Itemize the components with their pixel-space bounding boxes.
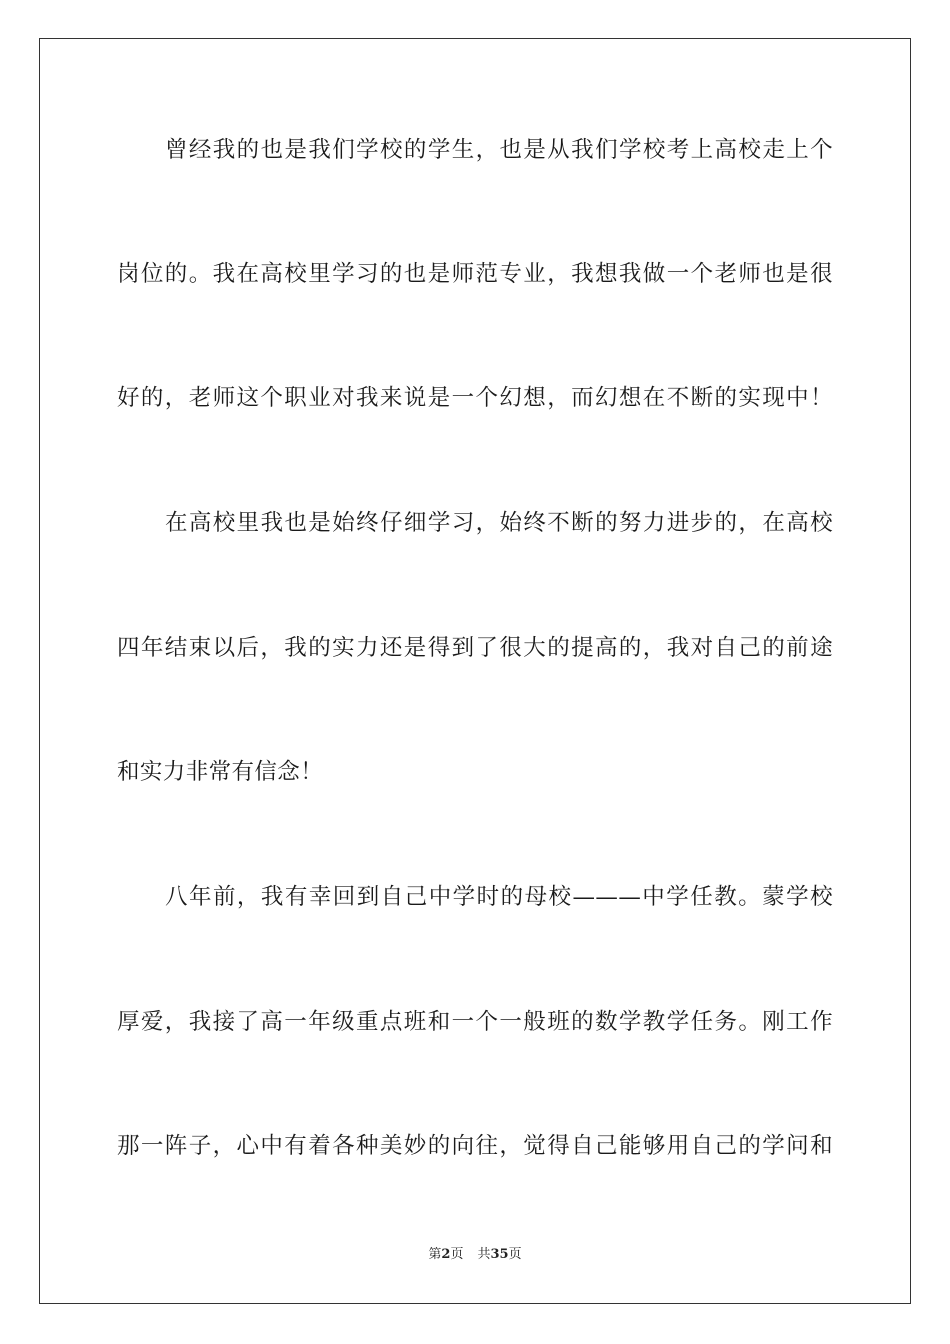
text-line-7: 八年前，我有幸回到自己中学时的母校———中学任教。蒙学校 xyxy=(165,884,833,910)
footer-page-number: 2 xyxy=(441,1247,451,1262)
footer-total-suffix: 页 xyxy=(508,1247,522,1262)
text-line-9: 那一阵子，心中有着各种美妙的向往，觉得自己能够用自己的学问和 xyxy=(117,1133,833,1159)
text-line-6: 和实力非常有信念！ xyxy=(117,759,324,785)
footer-total-prefix: 共 xyxy=(477,1247,491,1262)
text-line-5: 四年结束以后，我的实力还是得到了很大的提高的，我对自己的前途 xyxy=(117,635,833,661)
footer-total-pages: 35 xyxy=(490,1247,509,1262)
text-line-1: 曾经我的也是我们学校的学生，也是从我们学校考上高校走上个 xyxy=(165,137,833,163)
text-line-3: 好的，老师这个职业对我来说是一个幻想，而幻想在不断的实现中！ xyxy=(117,385,833,411)
text-line-8: 厚爱，我接了高一年级重点班和一个一般班的数学教学任务。刚工作 xyxy=(117,1009,833,1035)
footer-page-suffix: 页 xyxy=(450,1247,464,1262)
page-footer xyxy=(0,1246,950,1264)
page-border xyxy=(39,38,911,1304)
text-line-2: 岗位的。我在高校里学习的也是师范专业，我想我做一个老师也是很 xyxy=(117,261,833,287)
text-line-4: 在高校里我也是始终仔细学习，始终不断的努力进步的，在高校 xyxy=(165,510,833,536)
footer-page-prefix: 第 xyxy=(428,1247,442,1262)
